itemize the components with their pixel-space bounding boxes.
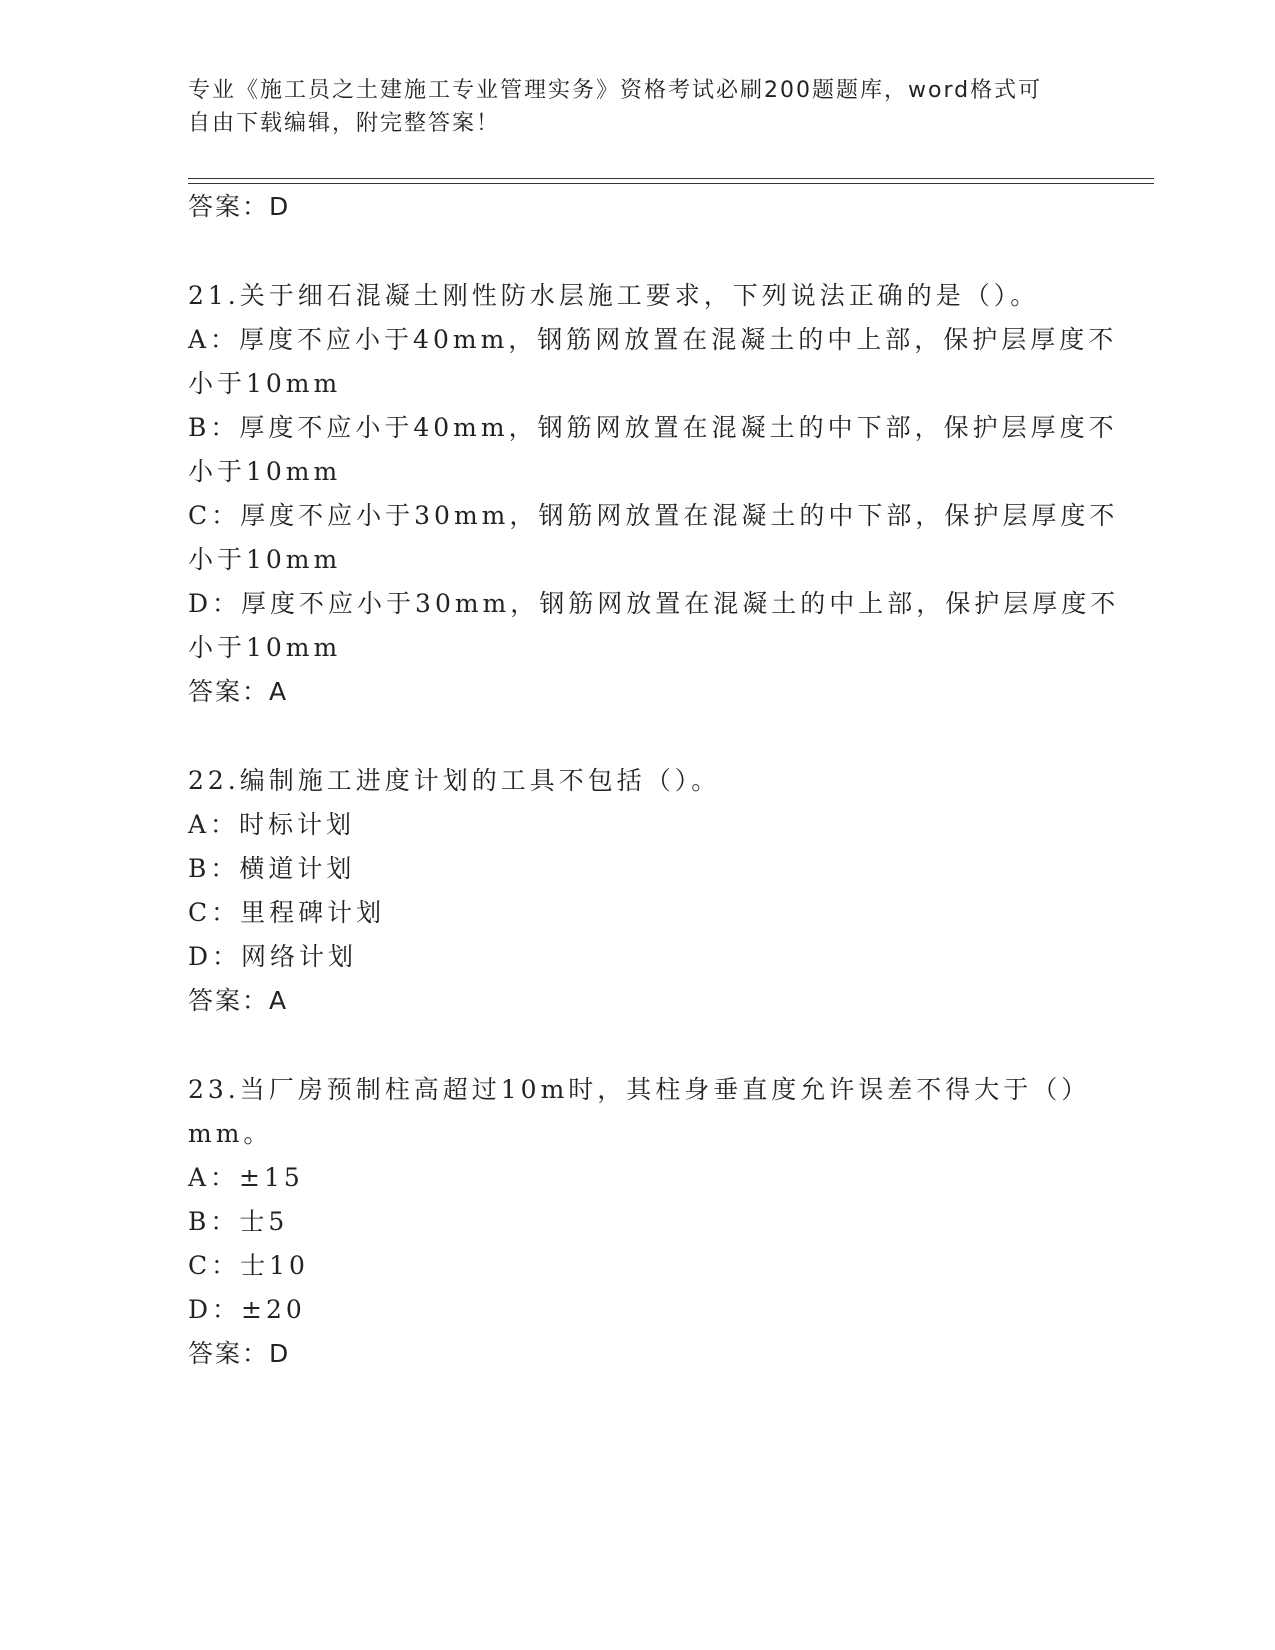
option-a: A：时标计划 [188,810,356,839]
option-d: D：网络计划 [188,942,358,971]
header-line: 自由下载编辑，附完整答案！ [188,111,501,136]
answer-line: 答案：D [188,192,291,221]
option-c: C：厚度不应小于30mm，钢筋网放置在混凝土的中下部，保护层厚度不 [188,501,1119,530]
option-a-continuation: 小于10mm [188,369,342,398]
header-divider [188,183,1154,184]
option-c-continuation: 小于10mm [188,545,342,574]
document-header [188,74,1068,140]
header-divider [188,178,1154,179]
question-stem: 21.关于细石混凝土刚性防水层施工要求，下列说法正确的是（）。 [188,281,1040,310]
question-stem: 22.编制施工进度计划的工具不包括（）。 [188,766,721,795]
option-b: B：横道计划 [188,854,356,883]
option-a: A：±15 [188,1163,304,1192]
option-d: D：±20 [188,1295,306,1324]
option-d: D：厚度不应小于30mm，钢筋网放置在混凝土的中上部，保护层厚度不 [188,589,1120,618]
option-c: C：里程碑计划 [188,898,386,927]
option-a: A：厚度不应小于40mm，钢筋网放置在混凝土的中上部，保护层厚度不 [188,325,1118,354]
option-b-continuation: 小于10mm [188,457,342,486]
answer-line: 答案：D [188,1339,291,1368]
option-d-continuation: 小于10mm [188,633,342,662]
question-stem: 23.当厂房预制柱高超过10m时，其柱身垂直度允许误差不得大于（） [188,1075,1091,1104]
answer-line: 答案：A [188,677,289,706]
header-line: 专业《施工员之土建施工专业管理实务》资格考试必刷200题题库，word格式可 [188,78,1043,103]
option-b: B：厚度不应小于40mm，钢筋网放置在混凝土的中下部，保护层厚度不 [188,413,1118,442]
option-c: C：士10 [188,1251,309,1280]
answer-line: 答案：A [188,986,289,1015]
option-b: B：士5 [188,1207,289,1236]
question-stem-continuation: mm。 [188,1119,273,1148]
